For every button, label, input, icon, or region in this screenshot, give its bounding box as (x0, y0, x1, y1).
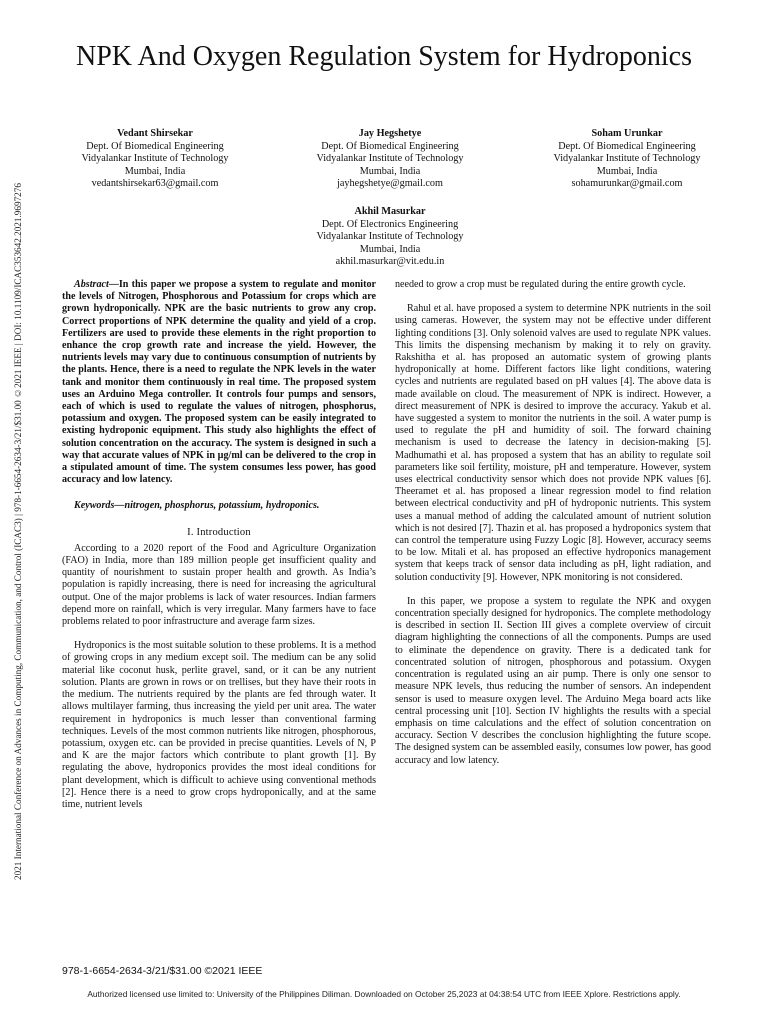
body-paragraph: Hydroponics is the most suitable solution to these problems. It is a method of growing crops in any medium except soil. The medium can be any solid material like coconut husk, perlite gravel, sand, or it can be any nutrient solution. Plants are grown in rows or on trellises, but they have their roots in the medium. The nutrients required by the plants are fed through water. It allows multilayer farming, thus increasing the yield per unit area. The water requirement in hydroponics is much lesser than conventional farming techniques. Levels of the most common nutrients like nitrogen, phosphorous, potassium, oxygen etc. can be provided in precise quantities. Levels of N, P and K are the major factors which contribute to plant growth [1]. By regulating the above, hydroponics provides the most ideal conditions for plant development, which is difficult to achieve using conventional methods [2]. Hence there is a need to grow crops hydroponically, and at the same time, nutrient levels (62, 640, 376, 810)
left-column (62, 279, 376, 811)
author-city: Mumbai, India (359, 243, 421, 255)
author-city: Mumbai, India (124, 165, 186, 177)
isbn-price-footer: 978-1-6654-2634-3/21/$31.00 ©2021 IEEE (62, 965, 263, 977)
author-email: jayhegshetye@gmail.com (337, 178, 443, 190)
author-email: vedantshirsekar63@gmail.com (91, 178, 219, 190)
section-heading: I. Introduction (187, 526, 251, 538)
body-paragraph: In this paper, we propose a system to regulate the NPK and oxygen concentration specially designed for hydroponics. The complete methodology is described in section II. Section III gives a complete overview of circuit diagram highlighting the connections of all the components. Pumps are used to eliminate the dependence on gravity. There is a dedicated tank for concentrated solution of nitrogen, phosphorous and potassium. Oxygen concentration is regulated using an air pump. There is only one sensor to measure NPK levels, thus reducing the number of sensors. An independent sensor is used to measure oxygen level. The Arduino Mega board acts like central processing unit [10]. Section IV highlights the results with a special emphasis on time calculations and the effect of solution concentration on accuracy. Section V describes the conclusion highlighting the future scope. The designed system can be assembled easily, consumes low power, has good accuracy and low latency. (395, 595, 711, 766)
author-email: akhil.masurkar@vit.edu.in (335, 256, 445, 268)
author-city: Mumbai, India (359, 165, 421, 177)
author-department: Dept. Of Biomedical Engineering (321, 140, 459, 152)
body-paragraph: needed to grow a crop must be regulated during the entire growth cycle. (395, 279, 686, 290)
author-department: Dept. Of Biomedical Engineering (558, 140, 696, 152)
author-card (275, 206, 505, 269)
author-name: Jay Hegshetye (358, 128, 422, 139)
author-department: Dept. Of Electronics Engineering (321, 218, 459, 230)
author-card (275, 128, 505, 191)
author-card (512, 128, 742, 191)
abstract-text: —In this paper we propose a system to regulate and monitor the levels of Nitrogen, Phosphorous and Potassium for crops which are grown hydroponically. NPK are the basic nutrients to grow any crop. Correct proportions of NPK determine the quality and yield of a crop. Fertilizers are used to provide these elements in the right proportion to enhance the crop growth rate and increase the yield. However, the nutrients levels may vary due to continuous consumption of nutrients by the plants. Hence, there is a need to regulate the NPK levels in the water tank and monitor them continuously in real time. The proposed system uses an Arduino Mega controller. It controls four pumps and sensors, each of which is used to regulate the values of nitrogen, phosphorus, potassium and oxygen. The proposed system can be easily integrated to existing hydroponic equipment. This study also highlights the effect of solution concentration on the accuracy. The system is designed in such a way that accurate values of NPK in µg/ml can be delivered to the crop in a stipulated amount of time. The system consumes less power, has good accuracy and low latency. (62, 279, 376, 486)
author-institute: Vidyalankar Institute of Technology (553, 153, 701, 165)
author-city: Mumbai, India (596, 165, 658, 177)
body-paragraph: According to a 2020 report of the Food and Agriculture Organization (FAO) in India, more than 189 million people get insufficient quality and quantity of nourishment to sustain proper health and growth. As India’s population is rapidly increasing, there is need for increasing the agricultural output. One of the major problems is lack of water resources. Indian farmers depend more on rainfall, which is very irregular. Many farmers have to face problems related to poor infrastructure and average farm sizes. (62, 542, 376, 628)
author-name: Akhil Masurkar (354, 206, 426, 217)
author-email: sohamurunkar@gmail.com (571, 178, 683, 190)
author-institute: Vidyalankar Institute of Technology (316, 231, 464, 243)
author-name: Soham Urunkar (591, 128, 663, 139)
author-institute: Vidyalankar Institute of Technology (316, 153, 464, 165)
author-card (40, 128, 270, 191)
author-block (40, 128, 740, 268)
author-institute: Vidyalankar Institute of Technology (81, 153, 229, 165)
abstract-lead: Abstract (74, 279, 109, 290)
author-name: Vedant Shirsekar (117, 128, 193, 139)
author-department: Dept. Of Biomedical Engineering (86, 140, 224, 152)
body-paragraph: Rahul et al. have proposed a system to determine NPK nutrients in the soil using cameras. However, the system may not be effective under different lighting conditions [3]. Only solenoid valves are used to regulate NPK values. This limits the dispensing mechanism by making it to rely on gravity. Rakshitha et al. has proposed an automatic system of growing plants hydroponically at home. Different factors like light conditions, watering cycles and nutrients are regulated based on pH values [4]. The above data is made available on cloud. The measurement of NPK is indirect. However, a direct measurement of NPK is desired to improve the accuracy. Yakub et al. have suggested a system to monitor the nutrients in the soil. A water pump is used to regulate the pH and humidity of soil. The forward chaining mechanism is used to decrease the latency in decision-making [5]. Madhumathi et al. has proposed a system that has an ability to regulate soil parameters like soil fertility, moisture, pH and temperature. However, system uses electrical conductivity sensor which does not provide NPK values [6]. Theeramet et al. has proposed a linear regression model to find relation between electrical conductivity and pH of hydroponic nutrients. This system uses a manual method of adding the calculated amount of nutrient solution which is not desired [7]. Thazin et al. has proposed a hydroponics system that can control the temperature using Fuzzy Logic [8]. However, accuracy seems to be low. Mitali et al. has proposed an effective hydroponics management system that keeps track of sensor data including as pH, light radiation, and solution conductivity [9]. However, NPK monitoring is not considered. (395, 303, 711, 583)
right-column (395, 279, 711, 767)
abstract (62, 279, 376, 486)
license-footer: Authorized licensed use limited to: University of the Philippines Diliman. Downloaded on October 25,2023 at 04:38:54 UTC from IEEE Xplore. Restrictions apply. (87, 989, 681, 999)
keywords: Keywords—nitrogen, phosphorus, potassium, hydroponics. (74, 500, 320, 512)
conference-doi-sidebar: 2021 International Conference on Advances in Computing, Communication, and Control (ICAC3) | 978-1-6654-2634-3/21/$31.00 ©2021 IEEE | DOI: 10.1109/ICAC353642.2021.9697276 (13, 183, 23, 880)
paper-title: NPK And Oxygen Regulation System for Hydroponics (76, 41, 692, 72)
